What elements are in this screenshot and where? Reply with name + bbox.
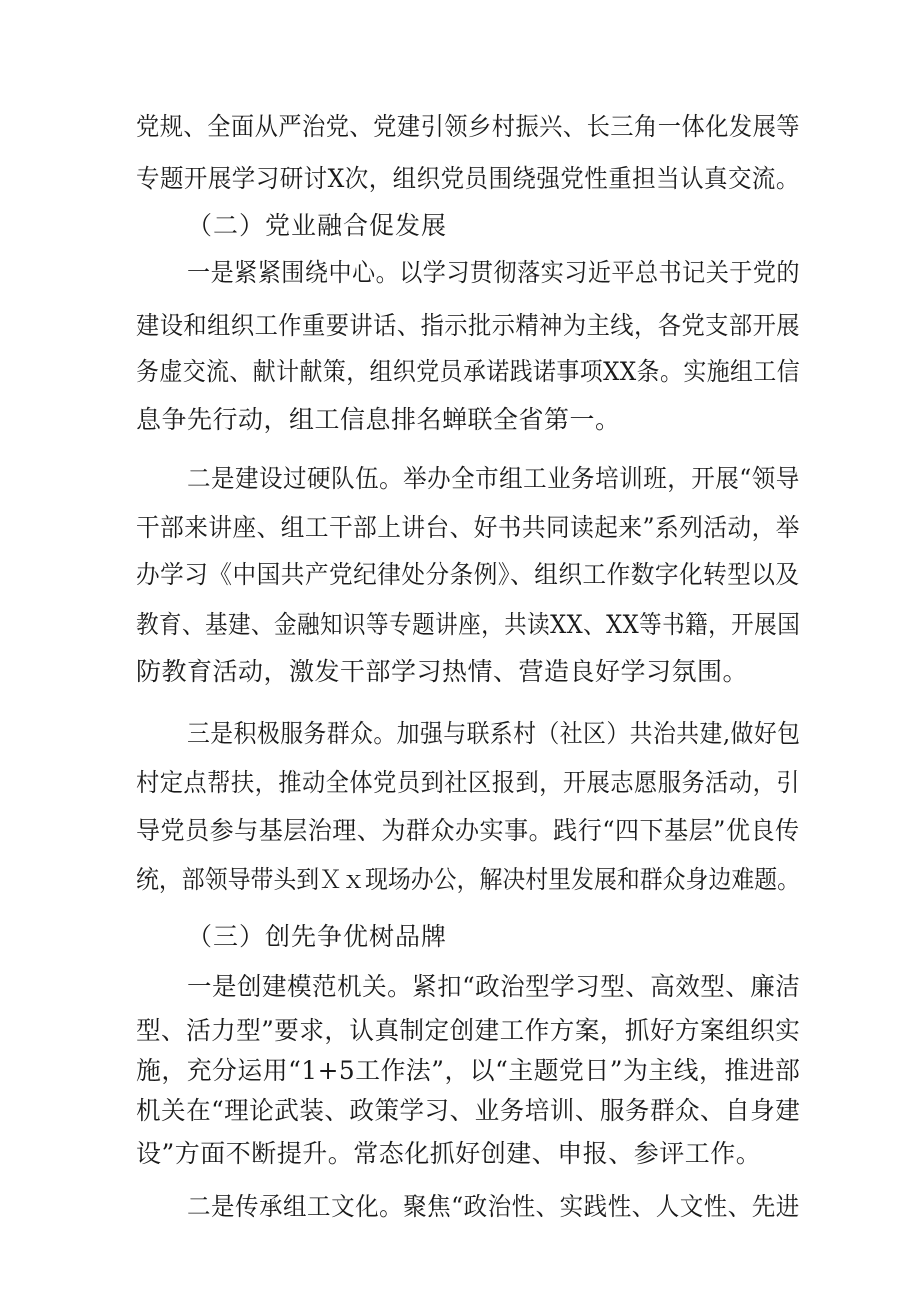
paragraph-line: 务虚交流、献计献策，组织党员承诺践诺事项XX条。实施组工信 [136, 357, 801, 386]
paragraph-line: 机关在“理论武装、政策学习、业务培训、服务群众、自身建 [136, 1096, 801, 1125]
paragraph-line: 息争先行动，组工信息排名蝉联全省第一。 [136, 405, 621, 434]
paragraph-line: 教育、基建、金融知识等专题讲座，共读XX、XX等书籍，开展国 [136, 610, 801, 639]
section-heading: （二）党业融合促发展 [187, 211, 448, 240]
paragraph-line: 一是创建模范机关。紧扣“政治型学习型、高效型、廉洁 [187, 972, 801, 1001]
paragraph-line: 村定点帮扶，推动全体党员到社区报到，开展志愿服务活动，引 [136, 768, 801, 797]
paragraph-line: 导党员参与基层治理、为群众办实事。践行“四下基层”优良传 [136, 816, 800, 845]
paragraph-line: 三是积极服务群众。加强与联系村（社区）共治共建,做好包 [187, 719, 801, 748]
paragraph-line: 型、活力型”要求，认真制定创建工作方案，抓好方案组织实 [136, 1016, 801, 1045]
section-heading: （三）创先争优树品牌 [187, 922, 448, 951]
paragraph-line: 统，部领导带头到Ｘｘ现场办公，解决村里发展和群众身边难题。 [136, 865, 801, 894]
paragraph-line: 建设和组织工作重要讲话、指示批示精神为主线，各党支部开展 [136, 311, 801, 340]
paragraph-line: 施，充分运用“1+5工作法”，以“主题党日”为主线，推进部 [136, 1056, 801, 1085]
paragraph-line: 一是紧紧围绕中心。以学习贯彻落实习近平总书记关于党的 [187, 258, 801, 287]
paragraph-line: 设”方面不断提升。常态化抓好创建、申报、参评工作。 [136, 1139, 762, 1168]
paragraph-line: 二是传承组工文化。聚焦“政治性、实践性、人文性、先进 [187, 1192, 800, 1221]
paragraph-line: 专题开展学习研讨X次，组织党员围绕强党性重担当认真交流。 [136, 164, 800, 193]
paragraph-line: 二是建设过硬队伍。举办全市组工业务培训班，开展“领导 [187, 464, 800, 493]
paragraph-line: 干部来讲座、组工干部上讲台、好书共同读起来”系列活动，举 [136, 513, 800, 542]
paragraph-line: 党规、全面从严治党、党建引领乡村振兴、长三角一体化发展等 [136, 112, 801, 141]
paragraph-line: 办学习《中国共产党纪律处分条例》、组织工作数字化转型以及 [136, 560, 800, 589]
paragraph-line: 防教育活动，激发干部学习热情、营造良好学习氛围。 [136, 657, 749, 686]
